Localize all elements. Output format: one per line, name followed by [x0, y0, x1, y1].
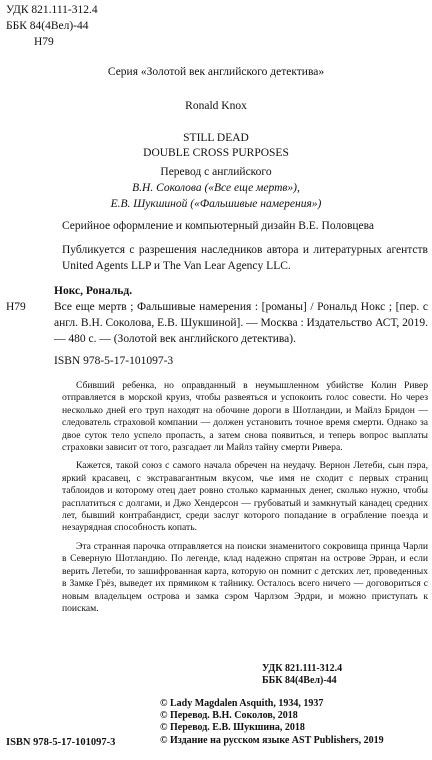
catalog-mark: Н79	[6, 301, 26, 313]
copyright-line: © Издание на русском языке AST Publishers, 2019	[160, 734, 384, 746]
bottom-bbk-code: ББК 84(4Вел)-44	[262, 675, 337, 686]
author-original: Ronald Knox	[185, 100, 247, 112]
annotation	[62, 380, 428, 621]
classification-codes	[6, 2, 98, 50]
translation-heading: Перевод с английского	[160, 166, 272, 178]
catalog-isbn: ISBN 978-5-17-101097-3	[54, 355, 174, 367]
rights-notice: Публикуется с разрешения наследников автора и литературных агентств United Agents LLP и The Van Lear Agency LLC.	[62, 244, 428, 272]
annotation-paragraph: Эта странная парочка отправляется на поиски знаменитого сокровища принца Чарли в Северную Шотландию. По легенде, клад надежно спрятан на острове Эрран, и если верить Летеби, то зашифрованная карта, которую он помнит с детских лет, проведенных в Замке Грёз, выведет их прямиком к тайнику. Осталось всего ничего — договориться с новым владельцем острова и замка сэром Чарлзом Эрдри, и можно приступать к поискам.	[62, 540, 428, 614]
design-credit: Серийное оформление и компьютерный дизайн В.Е. Половцева	[62, 220, 375, 232]
bottom-isbn: ISBN 978-5-17-101097-3	[6, 737, 116, 748]
annotation-paragraph: Сбивший ребенка, но оправданный в неумышленном убийстве Колин Ривер отправляется в морской круиз, чтобы развеяться и успокоить голос совести. Но через несколько дней его труп находят на обочине дороги в Шотландии, и Майлз Бридон — следователь страховой компании — должен установить точное время смерти. Однако за двое суток тело успело пропасть, а затем снова появиться, и теперь вопрос выплаты страховки зависит от того, разгадает ли Майлз тайну смерти Ривера.	[62, 380, 428, 454]
author-mark: Н79	[34, 36, 54, 48]
annotation-paragraph: Кажется, такой союз с самого начала обречен на неудачу. Вернон Летеби, сын пэра, яркий красавец, с экстравагантным вкусом, чье имя не сходит с первых страниц таблоидов и которому отец дает ровно столько карманных денег, сколько нужно, чтобы расплатиться с долгами, и Джо Хендерсон — грубоватый и замкнутый канадец средних лет, бывший контрабандист, среди заслуг которого попадание в ограбление поезда и незаурядная способность копать.	[62, 460, 428, 534]
catalog-body	[54, 283, 428, 369]
translation-credits	[0, 164, 432, 212]
copyright-notices	[160, 698, 384, 747]
copyright-line: © Lady Magdalen Asquith, 1934, 1937	[160, 698, 324, 709]
copyright-line: © Перевод. Е.В. Шукшина, 2018	[160, 722, 305, 734]
original-title-1: STILL DEAD	[183, 132, 249, 144]
bbk-code: ББК 84(4Вел)-44	[6, 20, 89, 32]
translator-1: В.Н. Соколова («Все еще мертв»),	[132, 182, 300, 194]
bottom-classification-codes	[262, 663, 342, 687]
original-title-2: DOUBLE CROSS PURPOSES	[143, 147, 289, 159]
catalog-description: Все еще мертв ; Фальшивые намерения : [романы] / Рональд Нокс ; [пер. с англ. В.Н. Соколова, Е.В. Шукшиной]. — Москва : Издательство АСТ, 2019. — 480 с. — (Золотой век английского детектива).	[54, 301, 428, 345]
copyright-line: © Перевод. В.Н. Соколов, 2018	[160, 710, 298, 722]
translator-2: Е.В. Шукшиной («Фальшивые намерения»)	[110, 198, 322, 210]
udk-code: УДК 821.111-312.4	[6, 4, 98, 16]
series-line: Серия «Золотой век английского детектива»	[107, 66, 325, 78]
bottom-udk-code: УДК 821.111-312.4	[262, 663, 343, 674]
original-titles	[0, 131, 432, 161]
catalog-author: Нокс, Рональд.	[54, 285, 133, 297]
